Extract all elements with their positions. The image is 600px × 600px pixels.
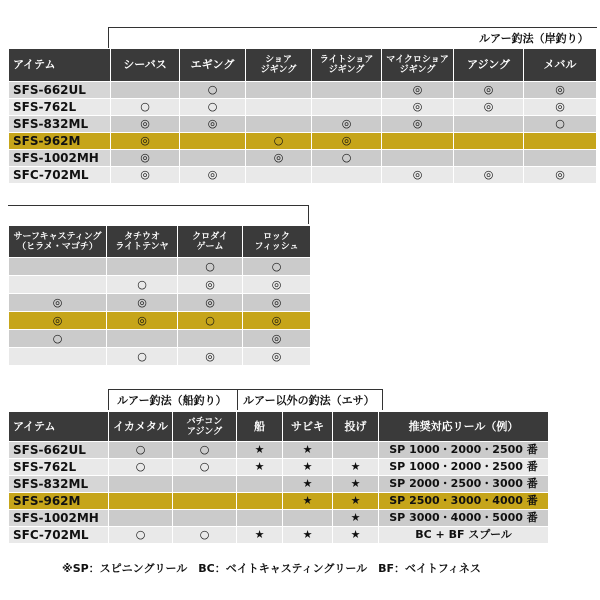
table3-group-label-1: ルアー釣法（船釣り） (114, 392, 230, 408)
table-row (9, 167, 597, 184)
item-name: SFS-832ML (9, 476, 109, 493)
column-header: ロック フィッシュ (243, 226, 311, 258)
rating-cell: ◎ (111, 133, 180, 150)
rating-cell (173, 476, 237, 493)
rating-cell: ◎ (382, 99, 454, 116)
rating-cell (382, 133, 454, 150)
rating-cell (109, 510, 173, 527)
item-name: SFS-1002MH (9, 510, 109, 527)
rating-cell (246, 116, 312, 133)
rating-cell: ○ (173, 527, 237, 544)
rating-cell: ◎ (382, 167, 454, 184)
column-header: クロダイ ゲーム (178, 226, 243, 258)
rating-cell (180, 150, 246, 167)
rating-cell: ○ (178, 258, 243, 276)
rating-cell: ◎ (312, 133, 382, 150)
item-name: SFC-702ML (9, 527, 109, 544)
reel-cell: SP 2000・2500・3000 番 (379, 476, 549, 493)
column-header: 投げ (333, 412, 379, 442)
rating-cell: ★ (283, 493, 333, 510)
rating-cell (312, 82, 382, 99)
rating-cell (454, 150, 524, 167)
rating-cell (246, 82, 312, 99)
column-header: アジング (454, 49, 524, 82)
table-row (9, 442, 549, 459)
rating-cell: ★ (237, 527, 283, 544)
column-header: イカメタル (109, 412, 173, 442)
rating-cell: ○ (173, 442, 237, 459)
table-row (9, 348, 311, 366)
rating-cell: ◎ (111, 167, 180, 184)
rating-cell: ◎ (524, 99, 597, 116)
rating-cell (246, 167, 312, 184)
rating-cell: ★ (283, 442, 333, 459)
rating-cell: ◎ (524, 82, 597, 99)
rating-cell (237, 493, 283, 510)
rating-cell: ◎ (243, 348, 311, 366)
rating-cell: ◎ (243, 294, 311, 312)
item-name: SFS-1002MH (9, 150, 111, 167)
rating-cell: ★ (237, 442, 283, 459)
rating-cell: ○ (9, 330, 107, 348)
rating-cell (333, 442, 379, 459)
column-header: アイテム (9, 412, 109, 442)
item-name: SFS-962M (9, 493, 109, 510)
table-row (9, 527, 549, 544)
rating-cell (312, 99, 382, 116)
rating-cell: ◎ (180, 167, 246, 184)
rating-cell: ★ (333, 527, 379, 544)
rating-cell: ○ (173, 459, 237, 476)
item-name: SFC-702ML (9, 167, 111, 184)
footnote: ※SP：スピニングリール BC：ベイトキャスティングリール BF：ベイトフィネス (62, 562, 481, 575)
rating-cell: ◎ (246, 150, 312, 167)
column-header: ライトショア ジギング (312, 49, 382, 82)
rating-cell: ◎ (178, 348, 243, 366)
rating-cell: ◎ (454, 167, 524, 184)
rating-cell: ◎ (107, 312, 178, 330)
rating-cell: ★ (333, 476, 379, 493)
table-row (9, 330, 311, 348)
rating-cell (111, 82, 180, 99)
column-header: マイクロショア ジギング (382, 49, 454, 82)
item-name: SFS-832ML (9, 116, 111, 133)
rating-cell (246, 99, 312, 116)
reel-cell: SP 1000・2000・2500 番 (379, 459, 549, 476)
rating-cell: ○ (180, 99, 246, 116)
table-row (9, 258, 311, 276)
table3 (8, 411, 549, 544)
item-name: SFS-762L (9, 459, 109, 476)
rating-cell: ○ (180, 82, 246, 99)
table-row (9, 276, 311, 294)
rating-cell: ★ (283, 459, 333, 476)
column-header: サビキ (283, 412, 333, 442)
rating-cell (454, 133, 524, 150)
rating-cell (109, 476, 173, 493)
item-name: SFS-762L (9, 99, 111, 116)
rating-cell (107, 330, 178, 348)
item-name: SFS-962M (9, 133, 111, 150)
rating-cell: ○ (111, 99, 180, 116)
rating-cell: ★ (333, 459, 379, 476)
rating-cell (9, 276, 107, 294)
rating-cell: ◎ (111, 116, 180, 133)
rating-cell: ★ (283, 476, 333, 493)
table-row (9, 493, 549, 510)
column-header: アイテム (9, 49, 111, 82)
rating-cell (237, 476, 283, 493)
rating-cell: ◎ (243, 276, 311, 294)
rating-cell (382, 150, 454, 167)
column-header: メバル (524, 49, 597, 82)
reel-cell: SP 1000・2000・2500 番 (379, 442, 549, 459)
table-row (9, 476, 549, 493)
reel-cell: SP 2500・3000・4000 番 (379, 493, 549, 510)
column-header: エギング (180, 49, 246, 82)
rating-cell: ◎ (382, 82, 454, 99)
rating-cell (9, 348, 107, 366)
rating-cell (178, 330, 243, 348)
rating-cell: ◎ (180, 116, 246, 133)
rating-cell: ○ (107, 348, 178, 366)
rating-cell: ◎ (243, 312, 311, 330)
table-row (9, 510, 549, 527)
rating-cell: ★ (333, 510, 379, 527)
rating-cell: ○ (312, 150, 382, 167)
rating-cell (283, 510, 333, 527)
rating-cell: ○ (107, 276, 178, 294)
rating-cell (524, 150, 597, 167)
table3-group-label-2: ルアー以外の釣法（エサ） (240, 392, 378, 408)
rating-cell: ◎ (454, 99, 524, 116)
column-header: 推奨対応リール（例） (379, 412, 549, 442)
table-row (9, 133, 597, 150)
rating-cell (312, 167, 382, 184)
rating-cell (9, 258, 107, 276)
table-row (9, 116, 597, 133)
rating-cell (109, 493, 173, 510)
reel-cell: BC + BF スプール (379, 527, 549, 544)
rating-cell: ★ (333, 493, 379, 510)
rating-cell: ★ (283, 527, 333, 544)
rating-cell: ○ (178, 312, 243, 330)
rating-cell: ○ (243, 258, 311, 276)
table1-group-label: ルアー釣法（岸釣り） (476, 30, 592, 46)
item-name: SFS-662UL (9, 82, 111, 99)
rating-cell (107, 258, 178, 276)
column-header: 船 (237, 412, 283, 442)
reel-cell: SP 3000・4000・5000 番 (379, 510, 549, 527)
column-header: ショア ジギング (246, 49, 312, 82)
rating-cell: ○ (524, 116, 597, 133)
rating-cell: ◎ (111, 150, 180, 167)
rating-cell: ◎ (312, 116, 382, 133)
rating-cell (524, 133, 597, 150)
rating-cell: ◎ (454, 82, 524, 99)
rating-cell (180, 133, 246, 150)
rating-cell: ◎ (9, 312, 107, 330)
column-header: タチウオ ライトテンヤ (107, 226, 178, 258)
column-header: バチコン アジング (173, 412, 237, 442)
rating-cell: ○ (109, 459, 173, 476)
table-row (9, 82, 597, 99)
column-header: サーフキャスティング （ヒラメ・マゴチ） (9, 226, 107, 258)
table-row (9, 459, 549, 476)
rating-cell: ◎ (178, 294, 243, 312)
table2 (8, 225, 311, 366)
rating-cell: ◎ (178, 276, 243, 294)
table-row (9, 99, 597, 116)
rating-cell: ◎ (107, 294, 178, 312)
rating-cell: ○ (109, 527, 173, 544)
table2-group-bracket (8, 205, 309, 224)
table-row (9, 312, 311, 330)
rating-cell: ★ (237, 459, 283, 476)
rating-cell (173, 493, 237, 510)
table-row (9, 150, 597, 167)
rating-cell: ◎ (243, 330, 311, 348)
rating-cell (173, 510, 237, 527)
rating-cell: ○ (109, 442, 173, 459)
table-row (9, 294, 311, 312)
rating-cell: ○ (246, 133, 312, 150)
rating-cell: ◎ (382, 116, 454, 133)
item-name: SFS-662UL (9, 442, 109, 459)
rating-cell: ◎ (524, 167, 597, 184)
rating-cell (454, 116, 524, 133)
rating-cell: ◎ (9, 294, 107, 312)
table1 (8, 48, 597, 184)
rating-cell (237, 510, 283, 527)
column-header: シーバス (111, 49, 180, 82)
